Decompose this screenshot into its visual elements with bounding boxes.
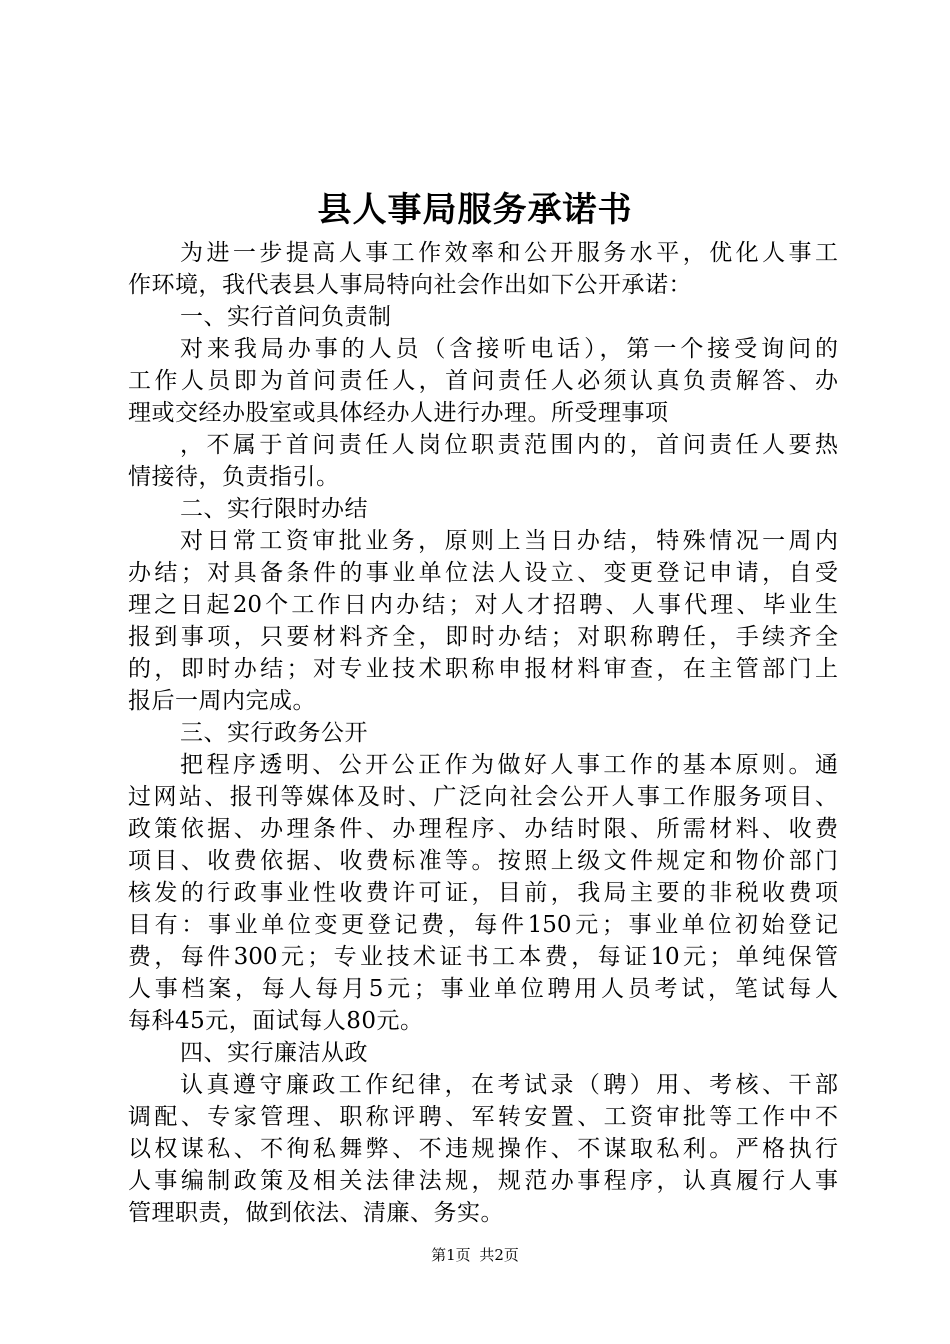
text-line: 为进一步提高人事工作效率和公开服务水平，优化人事工	[180, 240, 838, 266]
text-line: 的，即时办结；对专业技术职称申报材料审查，在主管部门上	[128, 656, 838, 682]
page-total: 共2页	[479, 1246, 519, 1264]
text-line: 人事档案，每人每月5元；事业单位聘用人员考试，笔试每人	[128, 976, 838, 1002]
text-line: 作环境，我代表县人事局特向社会作出如下公开承诺：	[128, 272, 692, 298]
text-line: 工作人员即为首问责任人，首问责任人必须认真负责解答、办	[128, 368, 838, 394]
page-footer	[0, 1245, 950, 1265]
section-heading: 三、实行政务公开	[180, 720, 368, 746]
text-line: 理或交经办股室或具体经办人进行办理。所受理事项	[128, 400, 669, 426]
text-line: 认真遵守廉政工作纪律，在考试录（聘）用、考核、干部	[180, 1072, 838, 1098]
text-line: 费，每件300元；专业技术证书工本费，每证10元；单纯保管	[128, 944, 838, 970]
text-line: 每科45元，面试每人80元。	[128, 1008, 424, 1034]
text-line: 对来我局办事的人员（含接听电话），第一个接受询问的	[180, 336, 838, 362]
text-line: 项目、收费依据、收费标准等。按照上级文件规定和物价部门	[128, 848, 838, 874]
text-line: 情接待，负责指引。	[128, 464, 340, 490]
section-heading: 一、实行首问负责制	[180, 304, 392, 330]
text-line: 对日常工资审批业务，原则上当日办结，特殊情况一周内	[180, 528, 838, 554]
text-line: 管理职责，做到依法、清廉、务实。	[128, 1200, 504, 1226]
page-number: 第1页	[431, 1246, 471, 1264]
text-line: 过网站、报刊等媒体及时、广泛向社会公开人事工作服务项目、	[128, 784, 838, 810]
document-body	[128, 237, 838, 1229]
text-line: 核发的行政事业性收费许可证，目前，我局主要的非税收费项	[128, 880, 838, 906]
text-line: 人事编制政策及相关法律法规，规范办事程序，认真履行人事	[128, 1168, 838, 1194]
text-line: 政策依据、办理条件、办理程序、办结时限、所需材料、收费	[128, 816, 838, 842]
text-line: 办结；对具备条件的事业单位法人设立、变更登记申请，自受	[128, 560, 838, 586]
text-line: 目有：事业单位变更登记费，每件150元；事业单位初始登记	[128, 912, 838, 938]
section-heading: 二、实行限时办结	[180, 496, 368, 522]
document-title: 县人事局服务承诺书	[317, 190, 633, 230]
text-line: 以权谋私、不徇私舞弊、不违规操作、不谋取私利。严格执行	[128, 1136, 838, 1162]
text-line: 把程序透明、公开公正作为做好人事工作的基本原则。通	[180, 752, 838, 778]
section-heading: 四、实行廉洁从政	[180, 1040, 368, 1066]
text-line: 报到事项，只要材料齐全，即时办结；对职称聘任，手续齐全	[128, 624, 838, 650]
text-line: 调配、专家管理、职称评聘、军转安置、工资审批等工作中不	[128, 1104, 838, 1130]
text-line: 理之日起20个工作日内办结；对人才招聘、人事代理、毕业生	[128, 592, 838, 618]
text-line: ，不属于首问责任人岗位职责范围内的，首问责任人要热	[180, 432, 838, 458]
text-line: 报后一周内完成。	[128, 688, 316, 714]
